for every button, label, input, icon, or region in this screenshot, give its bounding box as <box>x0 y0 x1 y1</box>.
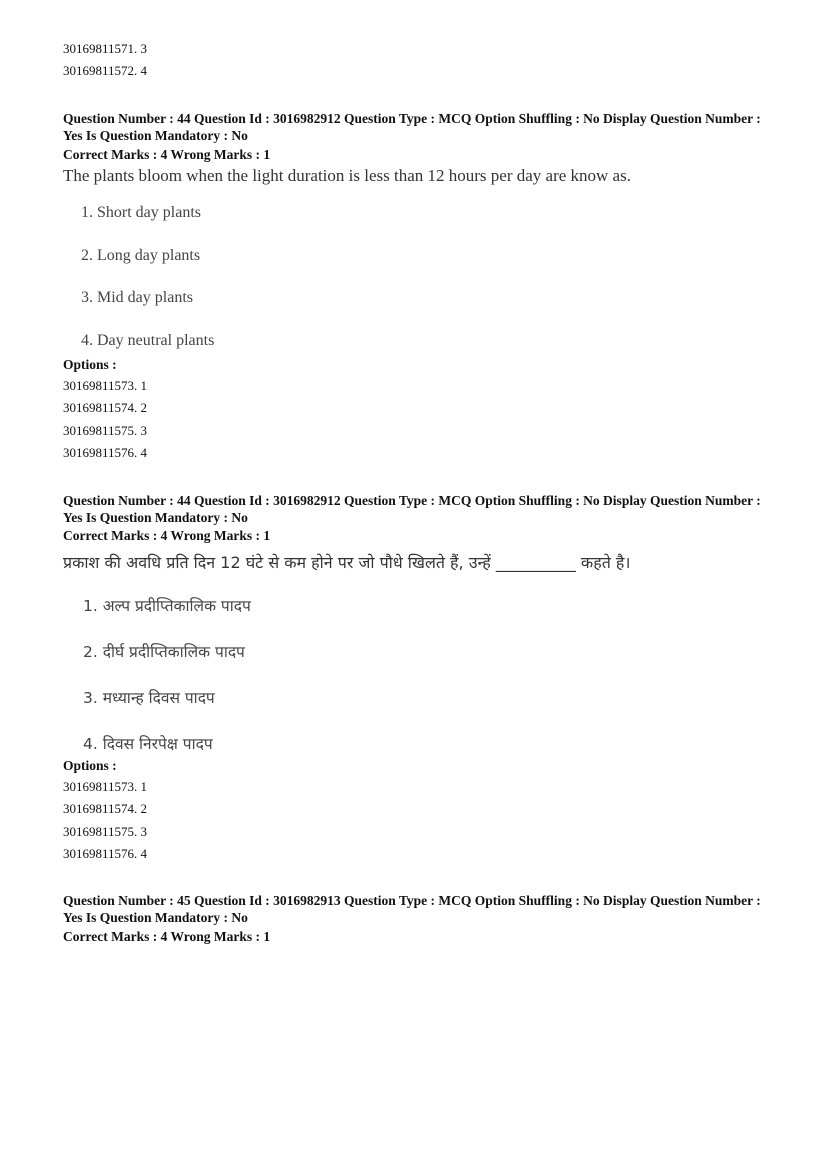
option-id-line: 30169811576. 4 <box>63 445 148 460</box>
answer-choice: 1. Short day plants <box>81 204 201 221</box>
answer-choice: 1. अल्प प्रदीप्तिकालिक पादप <box>83 597 251 615</box>
option-id-line: 30169811575. 3 <box>63 423 148 438</box>
options-label: Options : <box>63 357 117 372</box>
option-id-line: 30169811571. 3 <box>63 41 148 56</box>
answer-choice: 4. Day neutral plants <box>81 332 215 349</box>
options-label: Options : <box>63 758 117 773</box>
answer-choice: 3. मध्यान्ह दिवस पादप <box>83 689 215 707</box>
marks-line: Correct Marks : 4 Wrong Marks : 1 <box>63 929 271 944</box>
option-id-line: 30169811575. 3 <box>63 824 148 839</box>
option-id-line: 30169811572. 4 <box>63 63 148 78</box>
option-id-line: 30169811573. 1 <box>63 378 148 393</box>
question-header: Question Number : 44 Question Id : 3016982912 Question Type : MCQ Option Shuffling : No Display Question Number : Yes Is Question Mandatory : No <box>63 493 761 525</box>
answer-choice: 2. दीर्घ प्रदीप्तिकालिक पादप <box>83 643 245 661</box>
option-id-line: 30169811573. 1 <box>63 779 148 794</box>
question-header: Question Number : 45 Question Id : 3016982913 Question Type : MCQ Option Shuffling : No Display Question Number : Yes Is Question Mandatory : No <box>63 893 761 925</box>
option-id-line: 30169811576. 4 <box>63 846 148 861</box>
answer-choice: 3. Mid day plants <box>81 289 193 306</box>
option-id-line: 30169811574. 2 <box>63 801 148 816</box>
answer-choice: 2. Long day plants <box>81 247 201 264</box>
marks-line: Correct Marks : 4 Wrong Marks : 1 <box>63 147 271 162</box>
option-id-line: 30169811574. 2 <box>63 400 148 415</box>
marks-line: Correct Marks : 4 Wrong Marks : 1 <box>63 528 271 543</box>
question-text: प्रकाश की अवधि प्रति दिन 12 घंटे से कम होने पर जो पौधे खिलते हैं, उन्हें __________ कहते है। <box>63 553 631 572</box>
answer-choice: 4. दिवस निरपेक्ष पादप <box>83 735 213 753</box>
question-text: The plants bloom when the light duration is less than 12 hours per day are know as. <box>63 166 631 185</box>
question-header: Question Number : 44 Question Id : 3016982912 Question Type : MCQ Option Shuffling : No Display Question Number : Yes Is Question Mandatory : No <box>63 111 761 143</box>
